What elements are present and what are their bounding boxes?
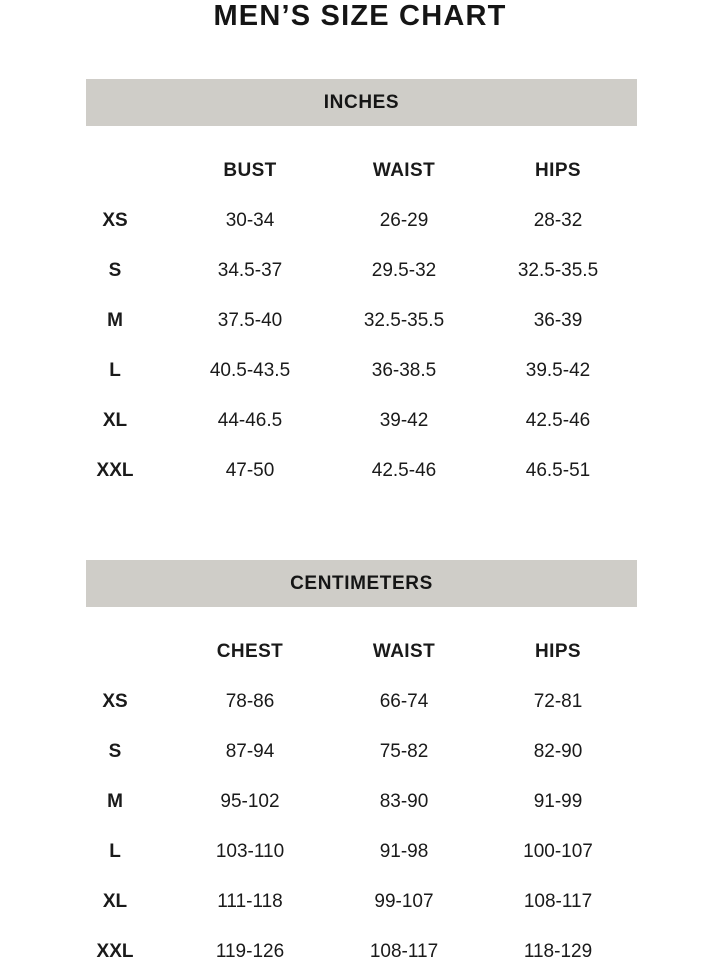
hips-value: 108-117 [523,891,593,912]
waist-value: 83-90 [379,791,429,812]
waist-value: 99-107 [374,891,434,912]
column-header-hips: HIPS [535,641,581,662]
table-row [86,246,637,296]
hips-value: 72-81 [533,691,583,712]
table-row [86,827,637,877]
size-label: XL [102,410,128,431]
waist-value: 32.5-35.5 [363,310,445,331]
hips-value: 100-107 [523,841,593,862]
bust-value: 47-50 [225,460,275,481]
table-row [86,446,637,496]
size-label: XXL [96,460,134,481]
table-row [86,346,637,396]
column-header-bust: BUST [223,160,277,181]
hips-value: 42.5-46 [525,410,591,431]
hips-value: 82-90 [533,741,583,762]
waist-value: 66-74 [379,691,429,712]
chest-value: 95-102 [220,791,280,812]
table-row [86,296,637,346]
chest-value: 87-94 [225,741,275,762]
column-header-hips: HIPS [535,160,581,181]
table-header-row [86,146,637,196]
waist-value: 36-38.5 [371,360,437,381]
bust-value: 34.5-37 [217,260,283,281]
page-title: MEN’S SIZE CHART [213,0,507,32]
table-row [86,877,637,927]
table-header-row [86,627,637,677]
waist-value: 91-98 [379,841,429,862]
waist-value: 39-42 [379,410,429,431]
hips-value: 91-99 [533,791,583,812]
hips-value: 118-129 [523,941,593,962]
size-label: M [107,310,123,331]
table-row [86,396,637,446]
column-header-waist: WAIST [372,160,436,181]
bust-value: 40.5-43.5 [209,360,291,381]
waist-value: 29.5-32 [371,260,437,281]
table-row [86,777,637,827]
bust-value: 30-34 [225,210,275,231]
hips-value: 28-32 [533,210,583,231]
table-row [86,677,637,727]
chest-value: 119-126 [215,941,285,962]
size-label: M [107,791,123,812]
column-header-waist: WAIST [372,641,436,662]
inches-section-header: INCHES [86,79,637,126]
centimeters-section [86,560,637,977]
waist-value: 42.5-46 [371,460,437,481]
chest-value: 78-86 [225,691,275,712]
size-label: L [109,841,121,862]
table-row [86,927,637,977]
centimeters-table [86,627,637,977]
size-label: XS [102,210,128,231]
centimeters-section-header: CENTIMETERS [86,560,637,607]
size-label: S [108,260,122,281]
waist-value: 75-82 [379,741,429,762]
hips-value: 46.5-51 [525,460,591,481]
table-row [86,196,637,246]
hips-value: 36-39 [533,310,583,331]
bust-value: 44-46.5 [217,410,283,431]
bust-value: 37.5-40 [217,310,283,331]
chest-value: 103-110 [215,841,285,862]
chest-value: 111-118 [217,891,283,912]
size-label: XXL [96,941,134,962]
size-label: S [108,741,122,762]
inches-table [86,146,637,496]
waist-value: 26-29 [379,210,429,231]
column-header-chest: CHEST [216,641,284,662]
waist-value: 108-117 [369,941,439,962]
table-row [86,727,637,777]
size-label: XL [102,891,128,912]
hips-value: 39.5-42 [525,360,591,381]
inches-section [86,79,637,496]
size-label: L [109,360,121,381]
hips-value: 32.5-35.5 [517,260,599,281]
size-label: XS [102,691,128,712]
